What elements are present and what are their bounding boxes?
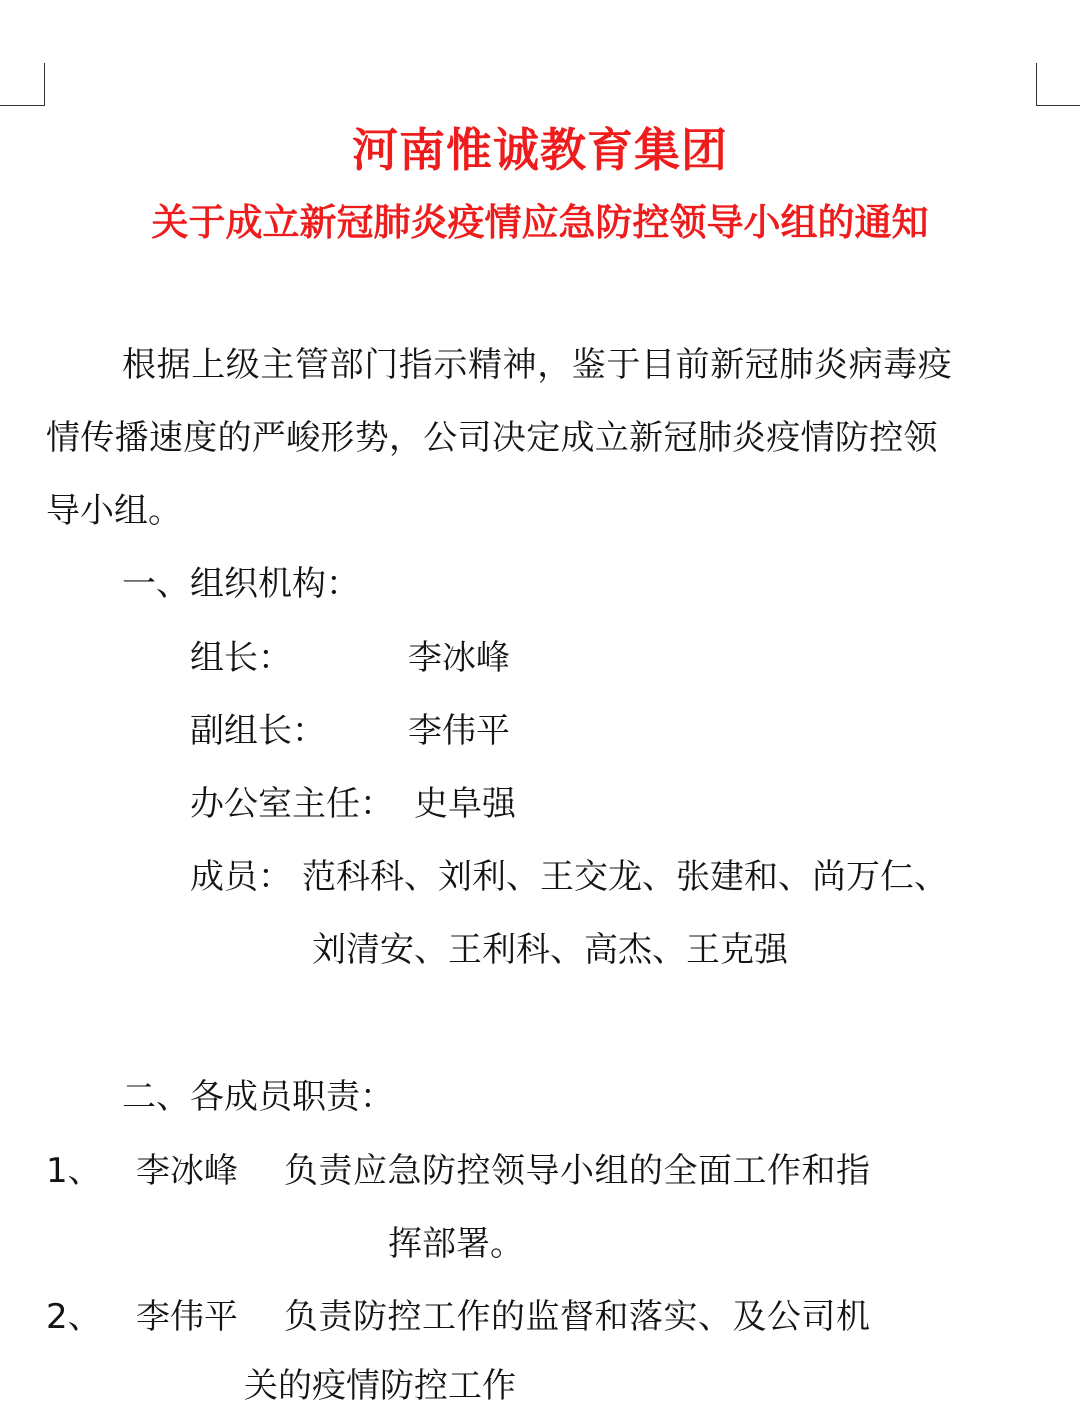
document-subtitle: 关于成立新冠肺炎疫情应急防控领导小组的通知 bbox=[151, 201, 929, 244]
members-list-line-2: 刘清安、王利科、高杰、王克强 bbox=[312, 930, 788, 970]
section-2-heading: 二、各成员职责： bbox=[122, 1077, 394, 1117]
intro-line-3: 导小组。 bbox=[46, 491, 182, 531]
office-director-label: 办公室主任： bbox=[190, 784, 394, 824]
document-title: 河南惟诚教育集团 bbox=[352, 123, 728, 177]
page-corner-mark-left bbox=[0, 63, 45, 106]
members-list-line-1: 范科科、刘利、王交龙、张建和、尚万仁、 bbox=[302, 857, 948, 897]
intro-line-2: 情传播速度的严峻形势，公司决定成立新冠肺炎疫情防控领 bbox=[46, 418, 938, 458]
deputy-leader-label: 副组长： bbox=[190, 711, 326, 751]
duty-2-person: 李伟平 bbox=[136, 1297, 238, 1337]
deputy-leader-name: 李伟平 bbox=[408, 711, 510, 751]
duty-1-number: 1、 bbox=[46, 1151, 102, 1191]
duty-1-description: 负责应急防控领导小组的全面工作和指 bbox=[284, 1151, 871, 1191]
duty-1-description-continued: 挥部署。 bbox=[388, 1224, 524, 1264]
intro-line-1: 根据上级主管部门指示精神，鉴于目前新冠肺炎病毒疫 bbox=[122, 345, 953, 385]
duty-1-person: 李冰峰 bbox=[136, 1151, 238, 1191]
members-label: 成员： bbox=[190, 857, 292, 897]
duty-2-number: 2、 bbox=[46, 1297, 102, 1337]
leader-label: 组长： bbox=[190, 638, 292, 678]
duty-2-description: 负责防控工作的监督和落实、及公司机 bbox=[284, 1297, 871, 1337]
leader-name: 李冰峰 bbox=[408, 638, 510, 678]
office-director-name: 史阜强 bbox=[414, 784, 516, 824]
section-1-heading: 一、组织机构： bbox=[122, 564, 360, 604]
duty-2-description-continued: 关的疫情防控工作 bbox=[244, 1366, 516, 1406]
page-corner-mark-right bbox=[1036, 63, 1080, 106]
